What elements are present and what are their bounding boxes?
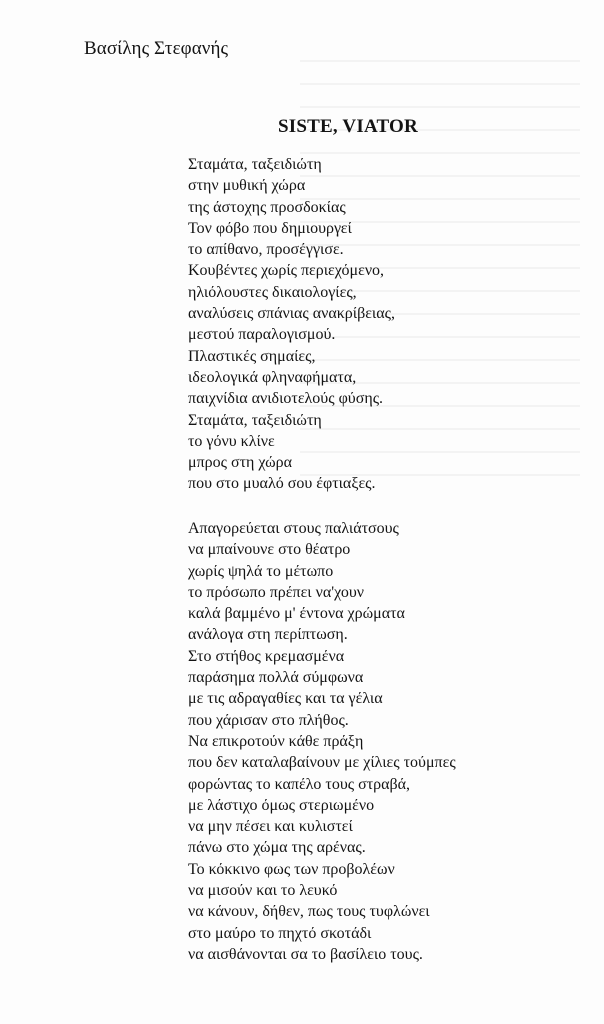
poem-line: με λάστιχο όμως στεριωμένο <box>188 796 375 814</box>
poem-line: χωρίς ψηλά το μέτωπο <box>188 562 334 580</box>
poem-line: ανάλογα στη περίπτωση. <box>188 626 348 644</box>
poem-line: που στο μυαλό σου έφτιαξες. <box>188 475 376 493</box>
poem-line: της άστοχης προσδοκίας <box>188 198 346 216</box>
poem-line: παράσημα πολλά σύμφωνα <box>188 669 364 687</box>
poem-line: Απαγορεύεται στους παλιάτσους <box>188 520 399 537</box>
poem-line: να αισθάνονται σα το βασίλειο τους. <box>188 945 423 963</box>
poem-line: Σταμάτα, ταξειδιώτη <box>188 156 322 173</box>
poem-line: να μπαίνουνε στο θέατρο <box>188 541 351 559</box>
poem-line: Πλαστικές σημαίες, <box>188 347 316 365</box>
poem-line: να μην πέσει και κυλιστεί <box>188 818 353 836</box>
poem-line: παιχνίδια ανιδιοτελούς φύσης. <box>188 390 384 408</box>
poem-line: Κουβέντες χωρίς περιεχόμενο, <box>188 262 385 280</box>
poem-line: καλά βαμμένο μ' έντονα χρώματα <box>188 605 405 623</box>
poem-line: Το κόκκινο φως των προβολέων <box>188 860 395 878</box>
poem-line: το γόνυ κλίνε <box>188 432 275 450</box>
stanza-1 <box>188 154 395 495</box>
poem-line: στην μυθική χώρα <box>188 177 306 195</box>
poem-line: να μισούν και το λευκό <box>188 882 338 900</box>
poem-line: μεστού παραλογισμού. <box>188 326 336 344</box>
poem-line: που δεν καταλαβαίνουν με χίλιες τούμπες <box>188 754 456 772</box>
poem-line: το πρόσωπο πρέπει να'χουν <box>188 583 365 601</box>
poem-line: μπρος στη χώρα <box>188 454 293 472</box>
poem-line: φορώντας το καπέλο τους στραβά, <box>188 775 411 793</box>
poem-line: πάνω στο χώμα της αρένας. <box>188 839 366 857</box>
poem-line: με τις αδραγαθίες και τα γέλια <box>188 690 383 708</box>
poem-title: SISTE, VIATOR <box>278 116 418 137</box>
poem-line: ηλιόλουστες δικαιολογίες, <box>188 283 357 301</box>
poem-line: Τον φόβο που δημιουργεί <box>188 219 352 237</box>
stanza-2 <box>188 518 456 965</box>
poem-line: Στο στήθος κρεμασμένα <box>188 647 345 665</box>
poem-line: Να επικροτούν κάθε πράξη <box>188 732 364 750</box>
poem-line: να κάνουν, δήθεν, πως τους τυφλώνει <box>188 903 430 921</box>
poem-line: το απίθανο, προσέγγισε. <box>188 241 344 259</box>
poem-line: που χάρισαν στο πλήθος. <box>188 711 349 729</box>
poem-line: ιδεολογικά φληναφήματα, <box>188 368 357 386</box>
poem-line: στο μαύρο το πηχτό σκοτάδι <box>188 924 372 942</box>
running-header-author: Βασίλης Στεφανής <box>84 38 229 59</box>
poem-line: αναλύσεις σπάνιας ανακρίβειας, <box>188 305 395 323</box>
poem-line: Σταμάτα, ταξειδιώτη <box>188 411 322 429</box>
